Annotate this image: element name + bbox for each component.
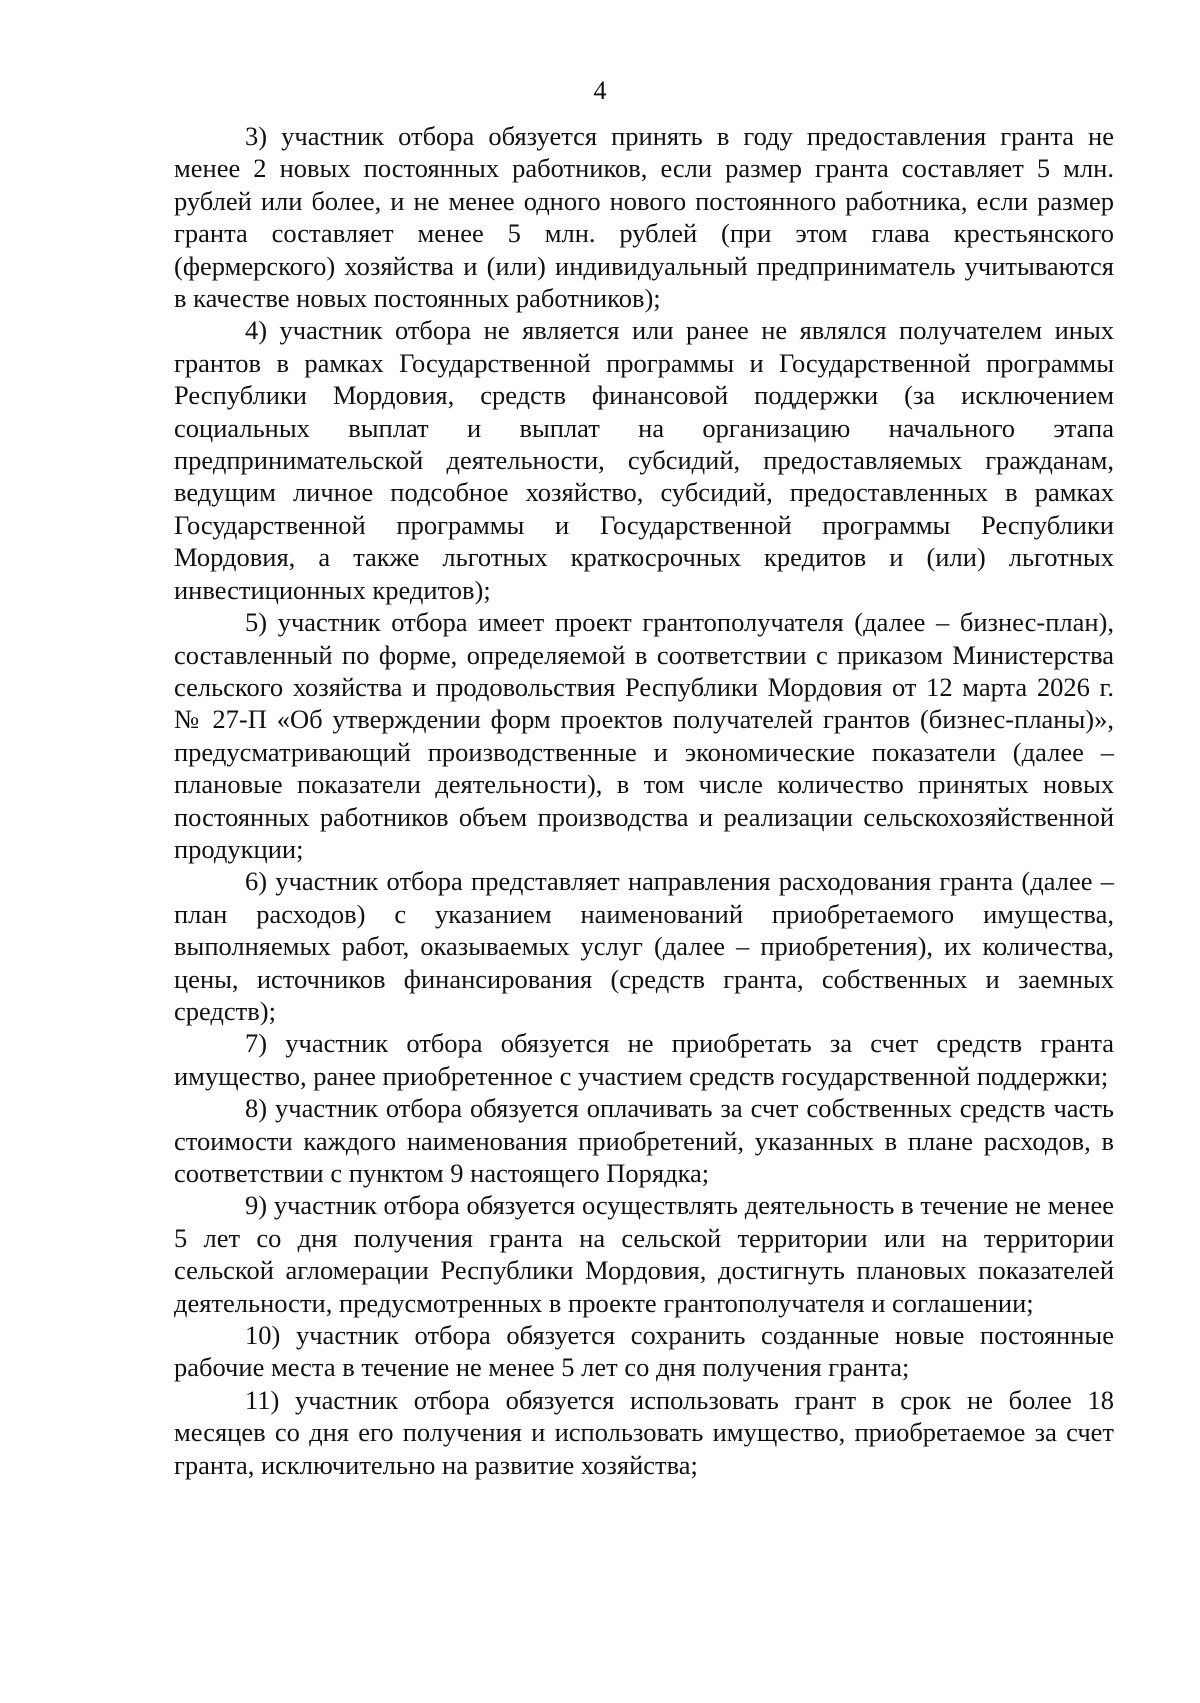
paragraph-item-9: 9) участник отбора обязуется осуществлять деятельность в течение не менее 5 лет со дня получения гранта на сельской территории или на территории сельской агломерации Республики Мордовия, достигнуть плановых показателей деятельности, предусмотренных в проекте грантополучателя и соглашении;: [174, 1190, 1114, 1318]
paragraph-item-4: 4) участник отбора не является или ранее не являлся получателем иных грантов в рамках Государственной программы и Государственной программы Республики Мордовия, средств финансовой поддержки (за исключением социальных выплат и выплат на организацию начального этапа предпринимательской деятельности, субсидий, предоставляемых гражданам, ведущим личное подсобное хозяйство, субсидий, предоставленных в рамках Государственной программы и Государственной программы Республики Мордовия, а также льготных краткосрочных кредитов и (или) льготных инвестиционных кредитов);: [174, 315, 1114, 605]
paragraph-item-5: 5) участник отбора имеет проект грантополучателя (далее – бизнес-план), составленный по форме, определяемой в соответствии с приказом Министерства сельского хозяйства и продовольствия Республики Мордовия от 12 марта 2026 г. № 27-П «Об утверждении форм проектов получателей грантов (бизнес-планы)», предусматривающий производственные и экономические показатели (далее – плановые показатели деятельности), в том числе количество принятых новых постоянных работников объем производства и реализации сельскохозяйственной продукции;: [174, 607, 1114, 864]
paragraph-item-8: 8) участник отбора обязуется оплачивать за счет собственных средств часть стоимости каждого наименования приобретений, указанных в плане расходов, в соответствии с пунктом 9 настоящего Порядка;: [174, 1093, 1114, 1188]
paragraph-item-11: 11) участник отбора обязуется использовать грант в срок не более 18 месяцев со дня его получения и использовать имущество, приобретаемое за счет гранта, исключительно на развитие хозяйства;: [174, 1384, 1114, 1480]
paragraph-item-3: 3) участник отбора обязуется принять в году предоставления гранта не менее 2 новых постоянных работников, если размер гранта составляет 5 млн. рублей или более, и не менее одного нового постоянного работника, если размер гранта составляет менее 5 млн. рублей (при этом глава крестьянского (фермерского) хозяйства и (или) индивидуальный предприниматель учитываются в качестве новых постоянных работников);: [174, 121, 1114, 314]
paragraph-item-6: 6) участник отбора представляет направления расходования гранта (далее – план расходов) с указанием наименований приобретаемого имущества, выполняемых работ, оказываемых услуг (далее – приобретения), их количества, цены, источников финансирования (средств гранта, собственных и заемных средств);: [174, 866, 1114, 1026]
page-number: 4: [593, 76, 607, 105]
document-body: [174, 120, 1114, 1481]
paragraph-item-10: 10) участник отбора обязуется сохранить созданные новые постоянные рабочие места в течение не менее 5 лет со дня получения гранта;: [174, 1320, 1114, 1383]
paragraph-item-7: 7) участник отбора обязуется не приобретать за счет средств гранта имущество, ранее приобретенное с участием средств государственной поддержки;: [174, 1028, 1114, 1091]
